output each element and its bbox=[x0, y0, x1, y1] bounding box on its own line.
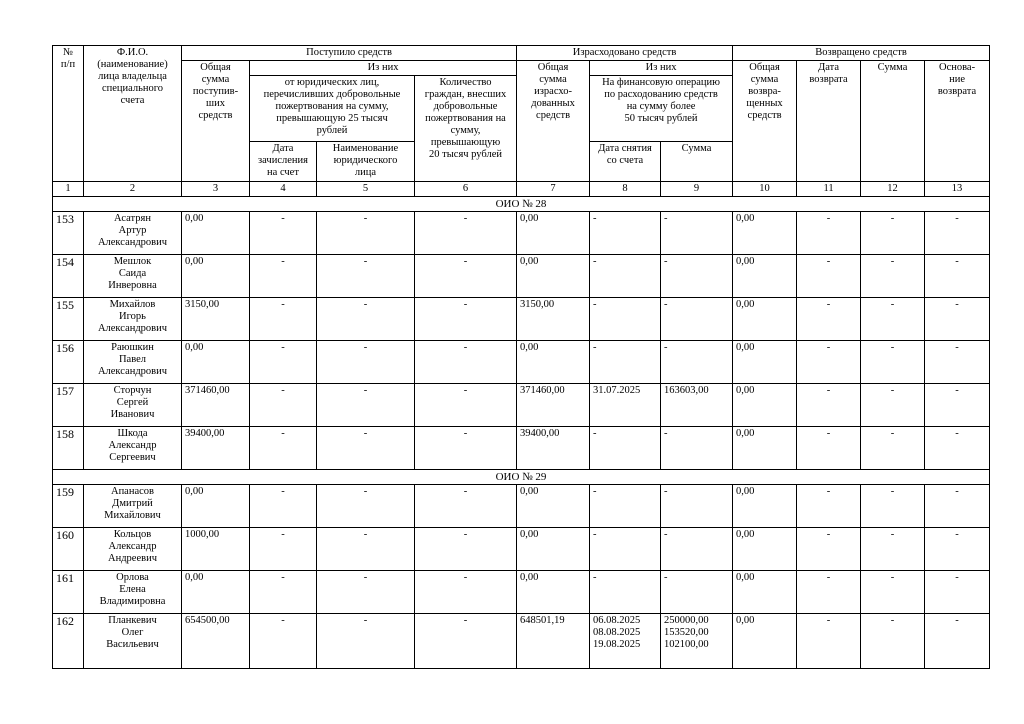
cell-return-sum: - bbox=[861, 212, 925, 255]
header-citizens-count: Количество граждан, внесших добровольные пожертвования на сумму, превышающую 20 тысяч рублей bbox=[415, 76, 517, 182]
cell-spent-sum: 163603,00 bbox=[661, 384, 733, 427]
cell-owner-name: Сторчун Сергей Иванович bbox=[84, 384, 182, 427]
cell-spent-sum: - bbox=[661, 298, 733, 341]
cell-row-number: 156 bbox=[53, 341, 84, 384]
cell-return-sum: - bbox=[861, 614, 925, 669]
cell-withdraw-date: - bbox=[590, 528, 661, 571]
header-withdraw-date: Дата снятия со счета bbox=[590, 142, 661, 182]
column-number: 4 bbox=[250, 182, 317, 197]
cell-returned-total: 0,00 bbox=[733, 427, 797, 470]
cell-spent-sum: - bbox=[661, 528, 733, 571]
header-owner-name: Ф.И.О. (наименование) лица владельца специального счета bbox=[84, 46, 182, 182]
cell-spent-sum: - bbox=[661, 341, 733, 384]
cell-withdraw-date: - bbox=[590, 255, 661, 298]
cell-returned-total: 0,00 bbox=[733, 571, 797, 614]
column-number: 12 bbox=[861, 182, 925, 197]
cell-owner-name: Шкода Александр Сергеевич bbox=[84, 427, 182, 470]
cell-returned-total: 0,00 bbox=[733, 255, 797, 298]
cell-legal-name: - bbox=[317, 528, 415, 571]
cell-return-date: - bbox=[797, 384, 861, 427]
cell-credit-date: - bbox=[250, 427, 317, 470]
cell-row-number: 158 bbox=[53, 427, 84, 470]
column-number: 9 bbox=[661, 182, 733, 197]
group-header-row bbox=[53, 470, 990, 485]
cell-return-basis: - bbox=[925, 614, 990, 669]
cell-withdraw-date: - bbox=[590, 212, 661, 255]
table-row bbox=[53, 384, 990, 427]
table-row bbox=[53, 485, 990, 528]
header-spent-total: Общая сумма израсхо- дованных средств bbox=[517, 61, 590, 182]
cell-citizens-count: - bbox=[415, 427, 517, 470]
header-received-of-which: Из них bbox=[250, 61, 517, 76]
table-row bbox=[53, 571, 990, 614]
cell-withdraw-date: - bbox=[590, 485, 661, 528]
header-spent-sum: Сумма bbox=[661, 142, 733, 182]
cell-received-total: 371460,00 bbox=[182, 384, 250, 427]
cell-return-date: - bbox=[797, 427, 861, 470]
cell-return-date: - bbox=[797, 571, 861, 614]
cell-owner-name: Асатрян Артур Александрович bbox=[84, 212, 182, 255]
table-row bbox=[53, 614, 990, 669]
cell-credit-date: - bbox=[250, 571, 317, 614]
cell-returned-total: 0,00 bbox=[733, 298, 797, 341]
cell-row-number: 154 bbox=[53, 255, 84, 298]
cell-return-sum: - bbox=[861, 298, 925, 341]
cell-return-sum: - bbox=[861, 255, 925, 298]
cell-withdraw-date: - bbox=[590, 341, 661, 384]
cell-credit-date: - bbox=[250, 298, 317, 341]
cell-received-total: 0,00 bbox=[182, 341, 250, 384]
column-number: 8 bbox=[590, 182, 661, 197]
column-number: 11 bbox=[797, 182, 861, 197]
cell-citizens-count: - bbox=[415, 298, 517, 341]
header-return-date: Дата возврата bbox=[797, 61, 861, 182]
cell-citizens-count: - bbox=[415, 255, 517, 298]
header-row-number: № п/п bbox=[53, 46, 84, 182]
cell-received-total: 39400,00 bbox=[182, 427, 250, 470]
cell-owner-name: Орлова Елена Владимировна bbox=[84, 571, 182, 614]
cell-legal-name: - bbox=[317, 341, 415, 384]
cell-received-total: 654500,00 bbox=[182, 614, 250, 669]
cell-legal-name: - bbox=[317, 298, 415, 341]
cell-return-date: - bbox=[797, 341, 861, 384]
cell-row-number: 159 bbox=[53, 485, 84, 528]
cell-return-basis: - bbox=[925, 212, 990, 255]
header-returned-total: Общая сумма возвра- щенных средств bbox=[733, 61, 797, 182]
column-number: 10 bbox=[733, 182, 797, 197]
cell-legal-name: - bbox=[317, 255, 415, 298]
cell-return-basis: - bbox=[925, 528, 990, 571]
cell-spent-total: 648501,19 bbox=[517, 614, 590, 669]
cell-owner-name: Мешлок Саида Инверовна bbox=[84, 255, 182, 298]
cell-received-total: 0,00 bbox=[182, 571, 250, 614]
cell-spent-sum: 250000,00 153520,00 102100,00 bbox=[661, 614, 733, 669]
cell-returned-total: 0,00 bbox=[733, 341, 797, 384]
cell-spent-total: 371460,00 bbox=[517, 384, 590, 427]
cell-returned-total: 0,00 bbox=[733, 212, 797, 255]
cell-citizens-count: - bbox=[415, 341, 517, 384]
cell-return-basis: - bbox=[925, 341, 990, 384]
cell-received-total: 3150,00 bbox=[182, 298, 250, 341]
cell-legal-name: - bbox=[317, 384, 415, 427]
cell-return-basis: - bbox=[925, 427, 990, 470]
header-return-sum: Сумма bbox=[861, 61, 925, 182]
cell-legal-name: - bbox=[317, 485, 415, 528]
header-legal-entities: от юридических лиц, перечисливших добровольные пожертвования на сумму, превышающую 25 тысяч рублей bbox=[250, 76, 415, 142]
header-financial-operation: На финансовую операцию по расходованию средств на сумму более 50 тысяч рублей bbox=[590, 76, 733, 142]
cell-return-sum: - bbox=[861, 341, 925, 384]
cell-legal-name: - bbox=[317, 212, 415, 255]
column-numbers-row bbox=[53, 182, 990, 197]
column-number: 2 bbox=[84, 182, 182, 197]
cell-return-date: - bbox=[797, 298, 861, 341]
cell-return-basis: - bbox=[925, 571, 990, 614]
cell-credit-date: - bbox=[250, 614, 317, 669]
header-credit-date: Дата зачисления на счет bbox=[250, 142, 317, 182]
cell-return-basis: - bbox=[925, 255, 990, 298]
cell-spent-sum: - bbox=[661, 485, 733, 528]
cell-citizens-count: - bbox=[415, 571, 517, 614]
cell-spent-total: 0,00 bbox=[517, 212, 590, 255]
cell-spent-sum: - bbox=[661, 212, 733, 255]
cell-spent-total: 3150,00 bbox=[517, 298, 590, 341]
cell-spent-sum: - bbox=[661, 571, 733, 614]
cell-credit-date: - bbox=[250, 528, 317, 571]
cell-returned-total: 0,00 bbox=[733, 528, 797, 571]
cell-return-date: - bbox=[797, 212, 861, 255]
cell-legal-name: - bbox=[317, 614, 415, 669]
donations-report-table bbox=[52, 45, 990, 669]
table-row bbox=[53, 427, 990, 470]
cell-withdraw-date: - bbox=[590, 298, 661, 341]
cell-withdraw-date: 06.08.2025 08.08.2025 19.08.2025 bbox=[590, 614, 661, 669]
column-number: 13 bbox=[925, 182, 990, 197]
cell-spent-total: 0,00 bbox=[517, 571, 590, 614]
cell-credit-date: - bbox=[250, 212, 317, 255]
cell-return-sum: - bbox=[861, 485, 925, 528]
header-returned: Возвращено средств bbox=[733, 46, 990, 61]
cell-return-date: - bbox=[797, 485, 861, 528]
cell-withdraw-date: - bbox=[590, 427, 661, 470]
cell-row-number: 153 bbox=[53, 212, 84, 255]
column-number: 1 bbox=[53, 182, 84, 197]
cell-return-sum: - bbox=[861, 427, 925, 470]
cell-received-total: 0,00 bbox=[182, 212, 250, 255]
cell-return-sum: - bbox=[861, 384, 925, 427]
cell-citizens-count: - bbox=[415, 528, 517, 571]
header-received: Поступило средств bbox=[182, 46, 517, 61]
table-row bbox=[53, 255, 990, 298]
cell-owner-name: Михайлов Игорь Александрович bbox=[84, 298, 182, 341]
cell-row-number: 160 bbox=[53, 528, 84, 571]
cell-credit-date: - bbox=[250, 485, 317, 528]
cell-returned-total: 0,00 bbox=[733, 384, 797, 427]
cell-legal-name: - bbox=[317, 427, 415, 470]
cell-row-number: 157 bbox=[53, 384, 84, 427]
cell-return-date: - bbox=[797, 255, 861, 298]
group-title: ОИО № 28 bbox=[53, 197, 990, 212]
cell-owner-name: Раюшкин Павел Александрович bbox=[84, 341, 182, 384]
cell-row-number: 161 bbox=[53, 571, 84, 614]
header-spent: Израсходовано средств bbox=[517, 46, 733, 61]
column-number: 5 bbox=[317, 182, 415, 197]
cell-row-number: 155 bbox=[53, 298, 84, 341]
cell-row-number: 162 bbox=[53, 614, 84, 669]
cell-citizens-count: - bbox=[415, 212, 517, 255]
group-title: ОИО № 29 bbox=[53, 470, 990, 485]
cell-received-total: 0,00 bbox=[182, 485, 250, 528]
cell-credit-date: - bbox=[250, 255, 317, 298]
cell-legal-name: - bbox=[317, 571, 415, 614]
cell-returned-total: 0,00 bbox=[733, 485, 797, 528]
cell-return-basis: - bbox=[925, 485, 990, 528]
cell-citizens-count: - bbox=[415, 485, 517, 528]
cell-withdraw-date: - bbox=[590, 571, 661, 614]
column-number: 7 bbox=[517, 182, 590, 197]
cell-spent-sum: - bbox=[661, 255, 733, 298]
cell-credit-date: - bbox=[250, 384, 317, 427]
cell-spent-total: 0,00 bbox=[517, 485, 590, 528]
cell-spent-total: 0,00 bbox=[517, 528, 590, 571]
group-header-row bbox=[53, 197, 990, 212]
cell-owner-name: Кольцов Александр Андреевич bbox=[84, 528, 182, 571]
cell-withdraw-date: 31.07.2025 bbox=[590, 384, 661, 427]
header-legal-name: Наименование юридического лица bbox=[317, 142, 415, 182]
cell-citizens-count: - bbox=[415, 384, 517, 427]
cell-return-sum: - bbox=[861, 528, 925, 571]
cell-citizens-count: - bbox=[415, 614, 517, 669]
cell-received-total: 0,00 bbox=[182, 255, 250, 298]
cell-return-date: - bbox=[797, 614, 861, 669]
table-row bbox=[53, 212, 990, 255]
cell-spent-total: 0,00 bbox=[517, 341, 590, 384]
column-number: 3 bbox=[182, 182, 250, 197]
table-row bbox=[53, 528, 990, 571]
header-received-total: Общая сумма поступив- ших средств bbox=[182, 61, 250, 182]
cell-received-total: 1000,00 bbox=[182, 528, 250, 571]
header-return-basis: Основа- ние возврата bbox=[925, 61, 990, 182]
table-row bbox=[53, 341, 990, 384]
cell-return-date: - bbox=[797, 528, 861, 571]
cell-return-basis: - bbox=[925, 298, 990, 341]
cell-return-sum: - bbox=[861, 571, 925, 614]
cell-owner-name: Планкевич Олег Васильевич bbox=[84, 614, 182, 669]
table-row bbox=[53, 298, 990, 341]
cell-owner-name: Апанасов Дмитрий Михайлович bbox=[84, 485, 182, 528]
cell-spent-total: 0,00 bbox=[517, 255, 590, 298]
cell-spent-sum: - bbox=[661, 427, 733, 470]
cell-credit-date: - bbox=[250, 341, 317, 384]
header-spent-of-which: Из них bbox=[590, 61, 733, 76]
cell-returned-total: 0,00 bbox=[733, 614, 797, 669]
cell-spent-total: 39400,00 bbox=[517, 427, 590, 470]
column-number: 6 bbox=[415, 182, 517, 197]
cell-return-basis: - bbox=[925, 384, 990, 427]
